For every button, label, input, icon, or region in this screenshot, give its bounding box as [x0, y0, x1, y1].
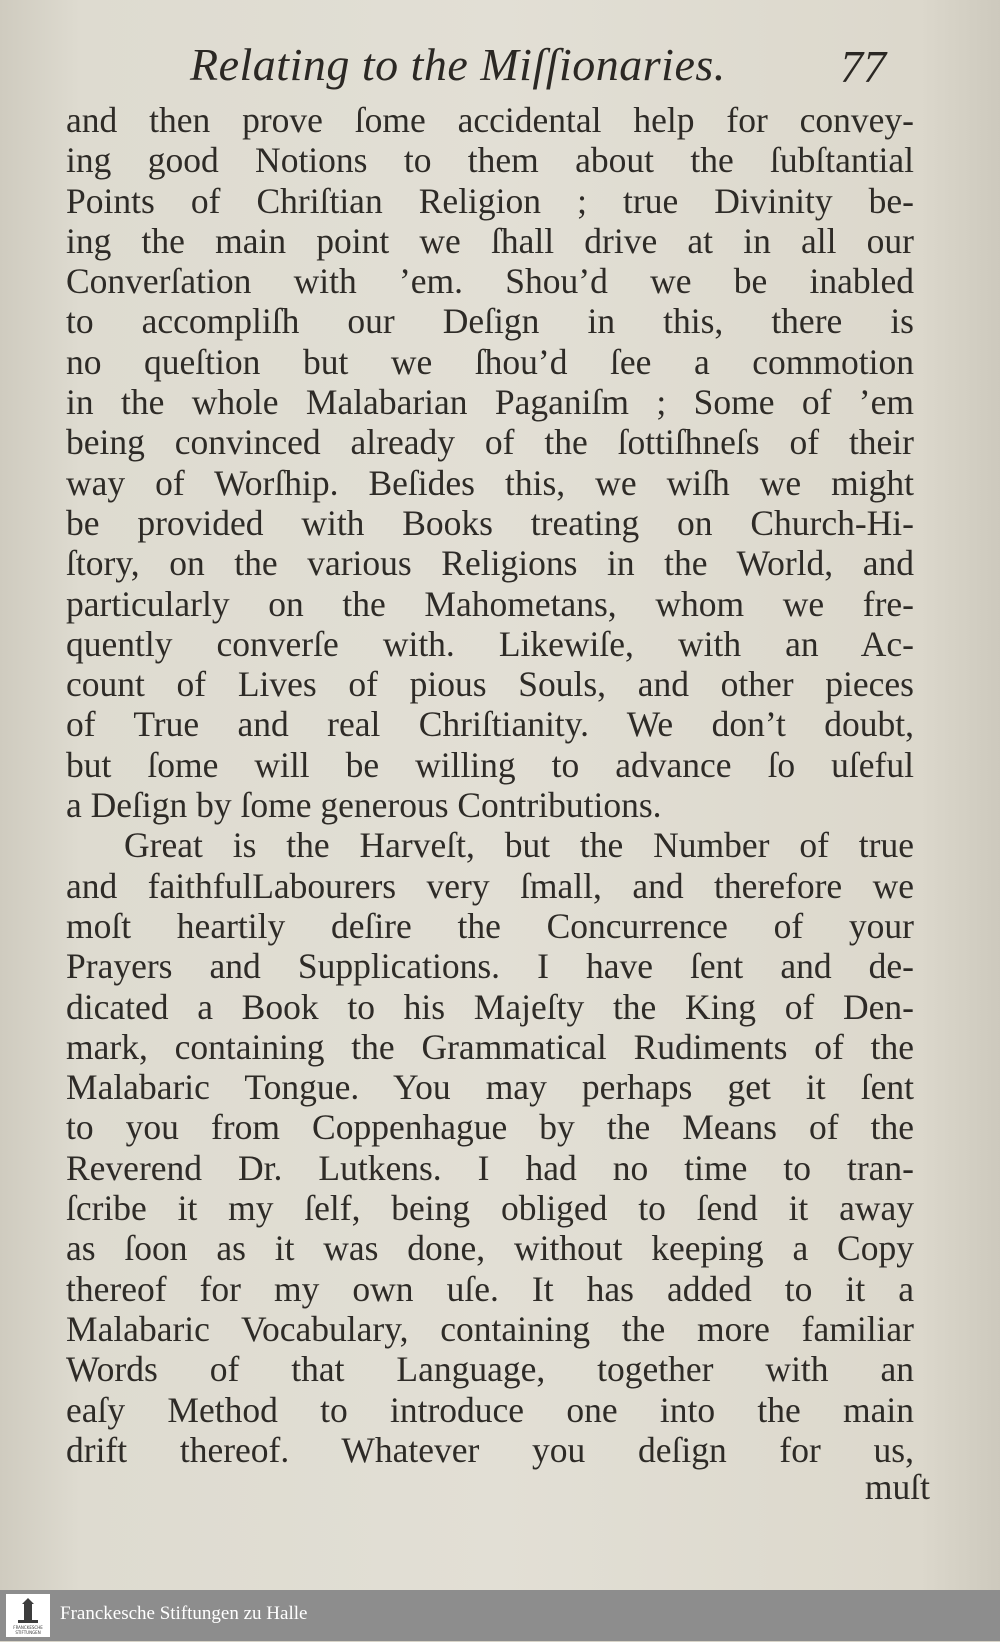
- text-line: ſtory, on the various Religions in the World, and: [66, 543, 914, 584]
- text-line: of True and real Chriſtianity. We don’t doubt,: [66, 704, 914, 745]
- text-line: no queſtion but we ſhou’d ſee a commotion: [66, 341, 914, 382]
- text-line: Converſation with ’em. Shou’d we be inabled: [66, 261, 914, 302]
- text-line: be provided with Books treating on Church-Hi-: [66, 502, 914, 543]
- franckesche-stiftungen-logo-icon: [6, 1594, 50, 1637]
- text-line: a Deſign by ſome generous Contributions.: [66, 785, 662, 826]
- text-line: Words of that Language, together with an: [66, 1349, 914, 1390]
- page-number: 77: [840, 41, 886, 92]
- footer-text: Franckesche Stiftungen zu Halle: [60, 1603, 308, 1624]
- text-line: way of Worſhip. Beſides this, we wiſh we might: [66, 462, 914, 503]
- text-line: Great is the Harveſt, but the Number of true: [124, 825, 914, 866]
- text-line: Malabaric Vocabulary, containing the more familiar: [66, 1308, 914, 1349]
- text-line: ing the main point we ſhall drive at in all our: [66, 220, 914, 261]
- svg-text:STIFTUNGEN: STIFTUNGEN: [15, 1630, 41, 1635]
- text-line: Reverend Dr. Lutkens. I had no time to tran-: [66, 1147, 914, 1188]
- text-line: ſcribe it my ſelf, being obliged to ſend it away: [66, 1188, 914, 1229]
- running-title: Relating to the Miſſionaries.: [190, 39, 726, 90]
- text-line: ing good Notions to them about the ſubſtantial: [66, 140, 914, 181]
- footer-bar: [0, 1590, 1000, 1641]
- text-line: mark, containing the Grammatical Rudiments of the: [66, 1026, 914, 1067]
- text-line: eaſy Method to introduce one into the main: [66, 1389, 914, 1430]
- body-text: [66, 100, 914, 1470]
- text-line: to accompliſh our Deſign in this, there is: [66, 301, 914, 342]
- text-line: being convinced already of the ſottiſhneſs of their: [66, 422, 914, 463]
- svg-text:FRANCKESCHE: FRANCKESCHE: [13, 1625, 43, 1630]
- text-line: particularly on the Mahometans, whom we fre-: [66, 583, 914, 624]
- text-line: moſt heartily deſire the Concurrence of your: [66, 905, 914, 946]
- text-line: to you from Coppenhague by the Means of the: [66, 1107, 914, 1148]
- text-line: but ſome will be willing to advance ſo uſeful: [66, 744, 914, 785]
- text-line: Prayers and Supplications. I have ſent and de-: [66, 946, 914, 987]
- text-line: in the whole Malabarian Paganiſm ; Some of ’em: [66, 382, 914, 423]
- text-line: and then prove ſome accidental help for convey-: [66, 100, 914, 140]
- text-line: as ſoon as it was done, without keeping a Copy: [66, 1228, 914, 1269]
- text-line: quently converſe with. Likewiſe, with an Ac-: [66, 623, 914, 664]
- text-line: dicated a Book to his Majeſty the King of Den-: [66, 986, 914, 1027]
- text-line: and faithfulLabourers very ſmall, and therefore we: [66, 865, 914, 906]
- text-line: Points of Chriſtian Religion ; true Divinity be-: [66, 180, 914, 221]
- text-line: count of Lives of pious Souls, and other pieces: [66, 664, 914, 705]
- text-line: thereof for my own uſe. It has added to it a: [66, 1268, 914, 1309]
- catchword: muſt: [864, 1467, 930, 1507]
- text-line: drift thereof. Whatever you deſign for us,: [66, 1429, 914, 1470]
- text-line: Malabaric Tongue. You may perhaps get it ſent: [66, 1067, 914, 1108]
- page-header: [190, 38, 910, 108]
